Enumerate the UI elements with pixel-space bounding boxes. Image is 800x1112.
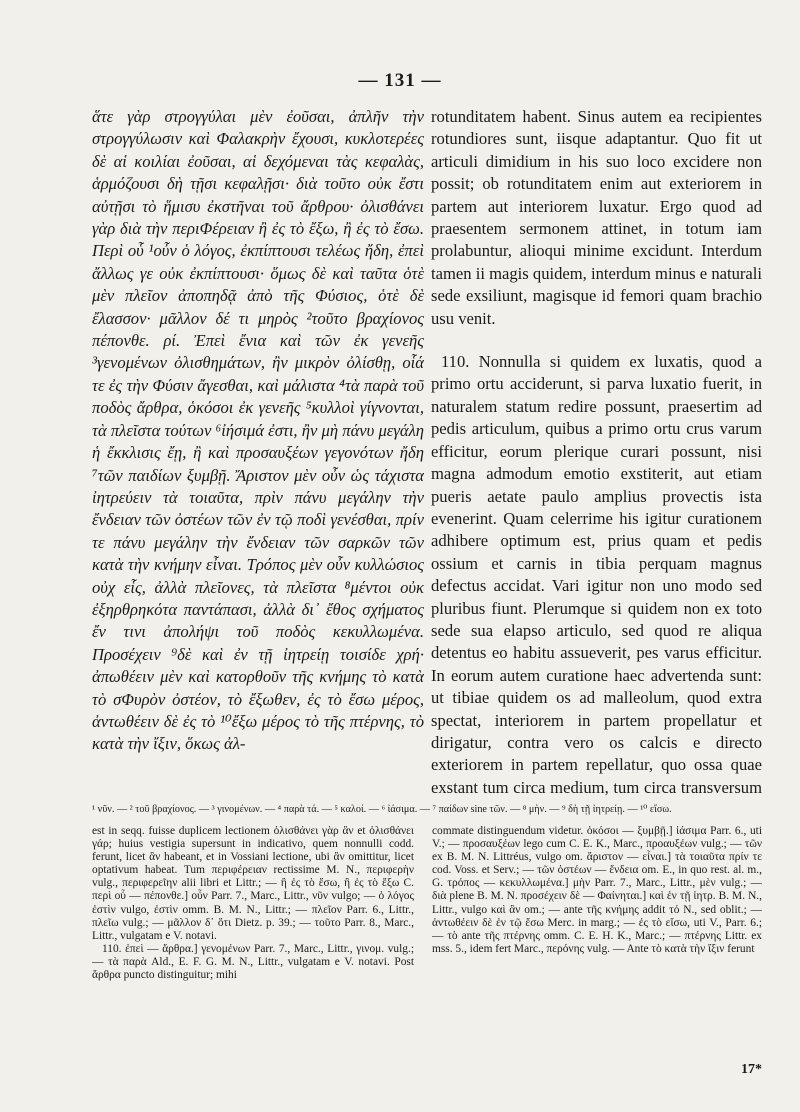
signature-mark: 17* <box>741 1062 762 1077</box>
footnotes-left <box>92 825 414 1085</box>
latin-paragraph-1: rotunditatem habent. Sinus autem ea recipientes rotundiores sunt, iisque adaptantur. Quo fit ut articuli dimidium in his suo loco excidere non possit; ob rotunditatem enim aut exteriorem in partem aut interiorem luxatur. Ergo quod ad praesentem sermonem attinet, in totum iam prolabuntur, alioqui minime excidunt. Interdum tamen ii magis quidem, interdum minus e naturali sede exsiliunt, magisque id femori quam brachio usu venit. <box>431 107 762 328</box>
footnotes-right <box>432 825 762 1063</box>
greek-text-column <box>92 106 424 800</box>
footnote-paragraph: est in seqq. fuisse duplicem lectionem ὀλισθάνει γὰρ ἂν et ὀλισθάνει γάρ; huius vestigia supersunt in indicativo, quem nonnulli codd. ferunt, licet ἂν habeant, et in Vossiani lectione, ubi ἂν omittitur, licet optativum habeat. Tum περιφέρειαν rectissime M. N., περιφερὴν vulg., περιφερεῖην alii libri et Littr.; — ἢ ἐς τὸ ἔσω, ἢ ἐς τὸ ἔξω C. περὶ οὗ — πέπονθε.] οὖν Parr. 7., Marc., Littr., νῦν vulgo; — ὁ λόγος ἐστὶν vulgo, ἐστὶν omm. B. M. N., Littr.; — πλεῖον Parr. 6., Littr., πλεῖω vulg.; — μᾶλλον δ᾽ ὅτι Dietz. p. 39.; — τοῦτο Parr. 8., Marc., Littr., vulgatam e V. notavi. <box>92 825 414 942</box>
latin-translation-column <box>431 106 762 800</box>
footnote-paragraph: 110. ἐπεὶ — ἄρθρα.] γενομένων Parr. 7., Marc., Littr., γινομ. vulg.; — τὰ παρὰ Ald., E. F. G. M. N., Littr., vulgatam e V. notavi. Post ἄρθρα puncto distinguitur; mihi <box>92 942 414 982</box>
greek-paragraph: ἅτε γὰρ στρογγύλαι μὲν ἐοῦσαι, ἀπλῆν τὴν στρογγύλωσιν καὶ Φαλακρὴν ἔχουσι, κυκλοτερέες δὲ αἱ κοιλίαι ἐοῦσαι, αἱ δεχόμεναι τὰς κεφαλὰς, ἁρμόζουσι δὴ τῇσι κεφαλῇσι· διὰ τοῦτο οὐκ ἔστι αὐτῇσι τὸ ἥμισυ ἐκστῆναι τοῦ ἄρθρου· ὀλισθάνει γὰρ διὰ τὴν περιΦέρειαν ἢ ἐς τὸ ἔξω, ἢ ἐς τὸ ἔσω. Περὶ οὗ ¹οὖν ὁ λόγος, ἐκπίπτουσι τελέως ἤδη, ἐπεὶ ἄλλως γε οὐκ ἐκπίπτουσι· ὅμως δὲ καὶ ταῦτα ὁτὲ μὲν πλεῖον ἀποπηδᾷ ἀπὸ τῆς Φύσιος, ὁτὲ δὲ ἔλασσον· μᾶλλον δέ τι μηρὸς ²τοῦτο βραχίονος πέπονθε. ρί. Ἐπεὶ ἔνια καὶ τῶν ἐκ γενεῆς ³γενομένων ὀλισθημάτων, ἢν μικρὸν ὀλίσθῃ, οἷά τε ἐς τὴν Φύσιν ἄγεσθαι, καὶ μάλιστα ⁴τὰ παρὰ τοῦ ποδὸς ἄρθρα, ὁκόσοι ἐκ γενεῆς ⁵κυλλοὶ γίγνονται, τὰ πλεῖστα τούτων ⁶ἰήσιμά ἐστι, ἢν μὴ πάνυ μεγάλη ἡ ἔκκλισις ἔῃ, ἢ καὶ προσαυξέων γεγονότων ἤδη ⁷τῶν παιδίων ξυμβῇ. Ἄριστον μὲν οὖν ὡς τάχιστα ἰητρεύειν τὰ τοιαῦτα, πρὶν πάνυ μεγάλην τὴν ἔνδειαν τῶν ὀστέων τῶν ἐν τῷ ποδὶ γενέσθαι, πρίν τε πάνυ μεγάλην τὴν ἔνδειαν τῶν σαρκῶν τῶν κατὰ τὴν κνήμην εἶναι. Τρόπος μὲν οὖν κυλλώσιος οὐχ εἷς, ἀλλὰ πλεῖονες, τὰ πλεῖστα ⁸μέντοι οὐκ ἐξηρθρηκότα παντάπασι, ἀλλὰ δι᾽ ἔθος σχήματος ἔν τινι ἀπολήψι τοῦ ποδὸς κεκυλλωμένα. Προσέχειν ⁹δὲ καὶ ἐν τῇ ἰητρείῃ τοισίδε χρή· ἀπωθέειν μὲν καὶ κατορθοῦν τῆς κνήμης τὸ κατὰ τὸ σΦυρὸν ὀστέον, τὸ ἔξωθεν, ἐς τὸ ἔσω μέρος, ἀντωθέειν δὲ ἐς τὸ ¹⁰ἔξω μέρος τὸ τῆς πτέρνης, τὸ κατὰ τὴν ἴξιν, ὅκως ἀλ- <box>92 107 424 754</box>
page-number: — 131 — <box>358 70 442 91</box>
variant-readings-line: ¹ νῦν. — ² τοῦ βραχίονος. — ³ γινομένων. — ⁴ παρὰ τά. — ⁵ καλοί. — ⁶ ἰάσιμα. — ⁷ παίδων sine τῶν. — ⁸ μὴν. — ⁹ δὴ τῇ ἰητρείῃ. — ¹⁰ εἴσω. <box>92 804 672 815</box>
footnote-paragraph: commate distinguendum videtur. ὁκόσοι — ξυμβῇ.] ἰάσιμα Parr. 6., uti V.; — προσαυξέων lego cum C. E. K., Marc., προαυξέων vulg.; — τῶν ex B. M. N. Littréus, vulgo om. ἄριστον — εἶναι.] τὰ τοιαῦτα πρίν τε cod. Voss. et Serv.; — τῶν ὀστέων — ἔνδεια om. E., in quo rest. al. m., G. τρόπος — κεκυλλωμένα.] μὴν Parr. 7., Marc., Littr., μὲν vulg.; — διὰ plene B. M. N. προσέχειν δὲ — Φαίνηται.] καὶ ἐν τῇ ἰητρ. B. M. N., Littr., vulgo καὶ ἂν om.; — ante τῆς κνήμης addit τό N., sed oblit.; — ἀντωθέειν δὲ ἐν τῷ ἔσω Merc. in marg.; — ἐς τὸ εἴσω, uti V., Parr. 6.; — τὸ ante τῆς πτέρνης omm. C. E. H. K., Marc.; — πτέρνης Littr. ex mss. 5., idem fert Marc., περόνης vulg. — Ante τὸ κατὰ τὴν ἴξιν ferunt <box>432 825 762 955</box>
latin-paragraph-2: 110. Nonnulla si quidem ex luxatis, quod a primo ortu acciderunt, si parva luxatio fuerit, in naturalem statum redire possunt, praesertim ad pedis articulum, quibus a primo ortu crus varum efficitur, eorum plerique curari possunt, nisi magna admodum emotio exstiterit, aut etiam pueris aetate paulo amplius provectis ista evenerint. Quam celerrime his igitur curationem adhibere optimum est, prius quam et pedis ossium et carnis in tibia perquam magnus defectus accidat. Vari igitur non uno modo sed pluribus fiunt. Plerumque si quidem non ex toto sede sua elapso articulo, sed quod re aliqua detentus eo habitu assueverit, pes varus efficitur. In eorum autem curatione haec advertenda sunt: ut tibiae quidem os ad malleolum, quod extra spectat, interiorem in partem propellatur et dirigatur, contra vero os calcis e directo exteriorem in partem repellatur, quo ossa quae exstant tum circa medium, tum circa transversum <box>431 352 762 797</box>
